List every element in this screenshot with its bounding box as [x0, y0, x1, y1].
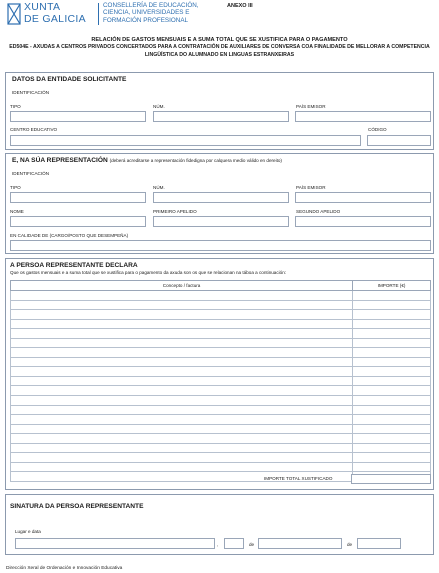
- total-label: IMPORTE TOTAL XUSTIFICADO: [264, 476, 333, 481]
- declaration-section: [5, 258, 434, 490]
- month-field[interactable]: [258, 538, 342, 549]
- table-row: [11, 453, 431, 463]
- amount-cell[interactable]: [353, 424, 431, 434]
- rep-pais-field[interactable]: [295, 192, 431, 203]
- amount-cell[interactable]: [353, 367, 431, 377]
- entity-identification-label: IDENTIFICACIÓN: [12, 90, 50, 95]
- amount-cell[interactable]: [353, 462, 431, 472]
- amount-column-header: IMPORTE (€): [353, 281, 431, 291]
- dept-line2: CIENCIA, UNIVERSIDADES E: [103, 9, 190, 17]
- rep-identification-label: IDENTIFICACIÓN: [12, 171, 50, 176]
- signature-section-title: SINATURA DA PERSOA REPRESENTANTE: [10, 503, 144, 510]
- entity-tipo-field[interactable]: [10, 111, 146, 122]
- rep-pais-label: PAÍS EMISOR: [296, 185, 326, 190]
- footer-text: Dirección Xeral de Ordenación e Innovación Educativa: [6, 566, 123, 571]
- rep-apelido2-field[interactable]: [295, 216, 431, 227]
- entity-num-label: NÚM.: [153, 104, 165, 109]
- rep-tipo-field[interactable]: [10, 192, 146, 203]
- table-row: [11, 405, 431, 415]
- amount-cell[interactable]: [353, 405, 431, 415]
- table-row: [11, 415, 431, 425]
- xunta-emblem-icon: [7, 3, 21, 25]
- rep-apelido1-label: PRIMEIRO APELIDO: [153, 209, 197, 214]
- de-label-2: de: [347, 542, 353, 547]
- amount-cell[interactable]: [353, 415, 431, 425]
- form-title: RELACIÓN DE GASTOS MENSUAIS E A SUMA TOTAL QUE SE XUSTIFICA PARA O PAGAMENTO: [91, 37, 348, 43]
- rep-apelido1-field[interactable]: [153, 216, 289, 227]
- table-row: [11, 376, 431, 386]
- declaration-section-title: A PERSOA REPRESENTANTE DECLARA: [10, 262, 138, 269]
- table-row: [11, 367, 431, 377]
- table-row: [11, 434, 431, 444]
- concept-cell[interactable]: [11, 386, 353, 396]
- rep-num-label: NÚM.: [153, 185, 165, 190]
- rep-num-field[interactable]: [153, 192, 289, 203]
- amount-cell[interactable]: [353, 386, 431, 396]
- place-comma: ,: [217, 542, 219, 547]
- dept-line1: CONSELLERÍA DE EDUCACIÓN,: [103, 2, 199, 9]
- signature-section: [5, 494, 434, 555]
- total-amount-field[interactable]: [351, 474, 431, 484]
- amount-cell[interactable]: [353, 329, 431, 339]
- year-field[interactable]: [357, 538, 401, 549]
- concept-cell[interactable]: [11, 462, 353, 472]
- table-row: [11, 300, 431, 310]
- table-row: [11, 348, 431, 358]
- amount-cell[interactable]: [353, 434, 431, 444]
- table-row: [11, 462, 431, 472]
- amount-cell[interactable]: [353, 291, 431, 301]
- concept-cell[interactable]: [11, 367, 353, 377]
- entity-section-title: DATOS DA ENTIDADE SOLICITANTE: [12, 76, 127, 83]
- concept-cell[interactable]: [11, 434, 353, 444]
- concept-cell[interactable]: [11, 310, 353, 320]
- concept-cell[interactable]: [11, 453, 353, 463]
- entity-centro-label: CENTRO EDUCATIVO: [10, 127, 58, 132]
- entity-pais-label: PAÍS EMISOR: [296, 104, 326, 109]
- concept-cell[interactable]: [11, 300, 353, 310]
- table-row: [11, 291, 431, 301]
- form-subtitle: [0, 44, 439, 59]
- expenses-table-body: [11, 291, 431, 482]
- rep-nome-field[interactable]: [10, 216, 146, 227]
- concept-cell[interactable]: [11, 443, 353, 453]
- rep-tipo-label: TIPO: [10, 185, 21, 190]
- expenses-table-header: [11, 281, 431, 291]
- amount-cell[interactable]: [353, 357, 431, 367]
- entity-section: [5, 72, 434, 150]
- concept-cell[interactable]: [11, 376, 353, 386]
- concept-cell[interactable]: [11, 405, 353, 415]
- logo-line2: DE GALICIA: [24, 13, 86, 25]
- rep-calidade-label: EN CALIDADE DE (CARGO/POSTO QUE DESEMPEÑA): [10, 233, 129, 238]
- expenses-table: [10, 280, 431, 482]
- concept-cell[interactable]: [11, 291, 353, 301]
- rep-apelido2-label: SEGUNDO APELIDO: [296, 209, 341, 214]
- concept-cell[interactable]: [11, 396, 353, 406]
- table-row: [11, 319, 431, 329]
- entity-pais-field[interactable]: [295, 111, 431, 122]
- concept-cell[interactable]: [11, 357, 353, 367]
- amount-cell[interactable]: [353, 300, 431, 310]
- table-row: [11, 424, 431, 434]
- concept-cell[interactable]: [11, 319, 353, 329]
- table-row: [11, 386, 431, 396]
- declaration-note: Que os gastos mensuais e a suma total que se xustifica para o pagamento da axuda son os que se relacionan na táboa a continuación:: [10, 270, 287, 275]
- amount-cell[interactable]: [353, 396, 431, 406]
- amount-cell[interactable]: [353, 348, 431, 358]
- table-row: [11, 329, 431, 339]
- annex-label: ANEXO III: [227, 3, 253, 9]
- table-row: [11, 338, 431, 348]
- logo-line1: XUNTA: [24, 1, 61, 13]
- form-subtitle-line1: ED504E - AXUDAS A CENTROS PRIVADOS CONCERTADOS PARA A CONTRATACIÓN DE AUXILIARES DE CONVERSA COA FINALIDADE DE MELLORAR A COMPETENCIA: [9, 44, 430, 50]
- representative-title-text: E, NA SÚA REPRESENTACIÓN: [12, 157, 108, 164]
- table-row: [11, 310, 431, 320]
- logo-separator: [98, 3, 99, 25]
- xunta-logo: [6, 2, 96, 28]
- amount-cell[interactable]: [353, 443, 431, 453]
- entity-centro-field[interactable]: [10, 135, 361, 146]
- form-subtitle-line2: LINGÜÍSTICA DO ALUMNADO EN LINGUAS ESTRANXEIRAS: [144, 51, 295, 58]
- dept-line3: FORMACIÓN PROFESIONAL: [103, 16, 189, 24]
- concept-cell[interactable]: [11, 348, 353, 358]
- rep-calidade-field[interactable]: [10, 240, 431, 251]
- amount-cell[interactable]: [353, 319, 431, 329]
- amount-cell[interactable]: [353, 310, 431, 320]
- amount-cell[interactable]: [353, 376, 431, 386]
- representative-section: [5, 153, 434, 254]
- representative-section-title: [12, 157, 282, 164]
- amount-cell[interactable]: [353, 338, 431, 348]
- department-name: [103, 2, 199, 24]
- concept-cell[interactable]: [11, 329, 353, 339]
- table-row: [11, 357, 431, 367]
- amount-cell[interactable]: [353, 453, 431, 463]
- de-label-1: de: [249, 542, 255, 547]
- concept-cell[interactable]: [11, 415, 353, 425]
- concept-cell[interactable]: [11, 424, 353, 434]
- entity-tipo-label: TIPO: [10, 104, 21, 109]
- table-row: [11, 443, 431, 453]
- day-field[interactable]: [224, 538, 244, 549]
- table-row: [11, 396, 431, 406]
- page-header: [6, 2, 433, 28]
- entity-num-field[interactable]: [153, 111, 289, 122]
- representative-title-note: (deberá acreditarse a representación fidedigna por calquera medio válido en dereito): [109, 158, 282, 163]
- concept-cell[interactable]: [11, 338, 353, 348]
- place-date-label: Lugar e data: [15, 529, 41, 534]
- place-field[interactable]: [15, 538, 215, 549]
- entity-codigo-field[interactable]: [367, 135, 431, 146]
- entity-codigo-label: CÓDIGO: [368, 127, 387, 132]
- concept-column-header: Concepto / factura: [11, 281, 353, 291]
- rep-nome-label: NOME: [10, 209, 24, 214]
